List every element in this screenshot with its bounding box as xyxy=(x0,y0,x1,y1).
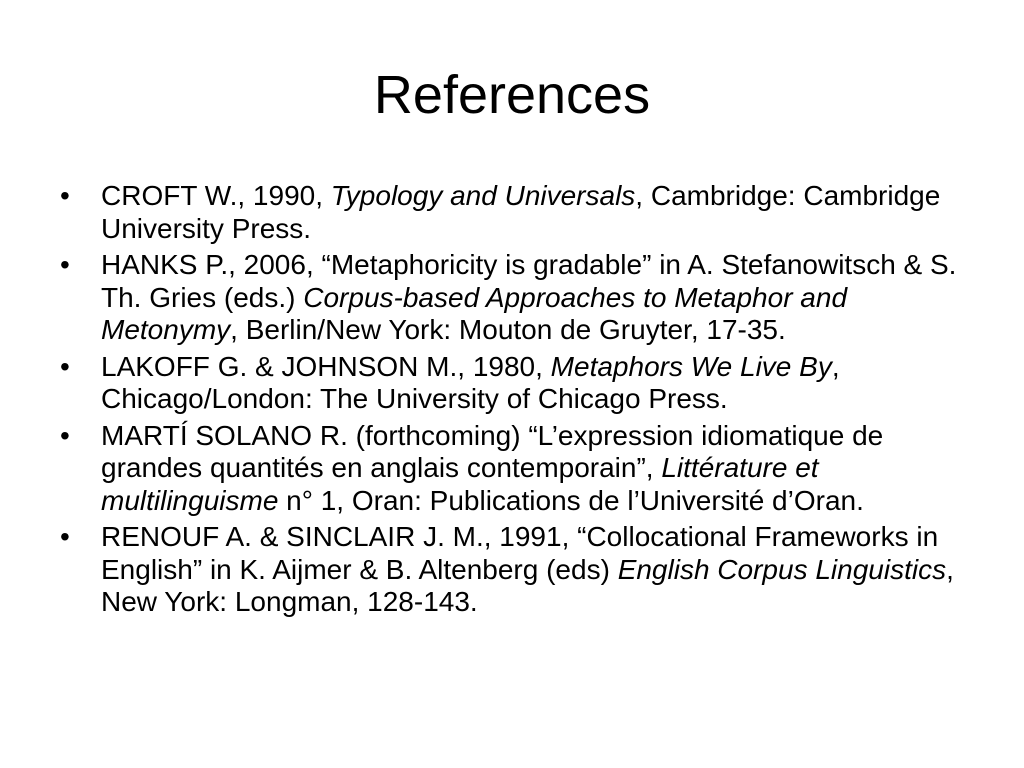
bullet-icon: • xyxy=(60,249,70,280)
reference-item xyxy=(60,521,970,619)
bullet-icon: • xyxy=(60,419,70,451)
reference-text-start: RENOUF A. & SINCLAIR J. M., 1991, “Collocational Frameworks in English” in K. Aijmer & B. Altenberg (eds) xyxy=(101,521,939,585)
reference-text-end: , New York: Longman, 128-143. xyxy=(101,553,954,617)
reference-text-end: , Berlin/New York: Mouton de Gruyter, 17-35. xyxy=(230,314,786,345)
reference-item xyxy=(60,180,970,245)
reference-text xyxy=(101,351,970,416)
reference-text-start: CROFT W., 1990, xyxy=(101,180,331,211)
reference-work-title: Typology and Universals xyxy=(330,180,636,211)
bullet-icon: • xyxy=(60,521,70,552)
reference-work-title: Corpus-based Approaches to Metaphor and Metonymy xyxy=(101,281,848,345)
reference-item xyxy=(60,249,970,347)
reference-work-title: Littérature et multilinguisme xyxy=(101,452,819,516)
reference-work-title: English Corpus Linguistics xyxy=(617,553,947,585)
reference-text xyxy=(101,521,970,619)
reference-text xyxy=(101,180,970,245)
reference-text-start: MARTÍ SOLANO R. (forthcoming) “L’expression idiomatique de grandes quantités en anglais contemporain”, xyxy=(101,419,884,483)
reference-text-end: n° 1, Oran: Publications de l’Université d’Oran. xyxy=(278,484,864,516)
reference-text xyxy=(101,249,970,347)
bullet-icon: • xyxy=(60,180,70,211)
reference-list xyxy=(60,180,970,623)
bullet-icon: • xyxy=(60,350,70,382)
reference-item xyxy=(60,351,970,416)
reference-text-end: , Cambridge: Cambridge University Press. xyxy=(101,180,941,244)
reference-work-title: Metaphors We Live By xyxy=(550,350,832,382)
reference-text-start: HANKS P., 2006, “Metaphoricity is gradable” in A. Stefanowitsch & S. Th. Gries (eds.) xyxy=(101,249,957,313)
reference-item xyxy=(60,420,970,518)
reference-text-end: , Chicago/London: The University of Chicago Press. xyxy=(101,350,840,414)
reference-text xyxy=(101,420,970,518)
reference-text-start: LAKOFF G. & JOHNSON M., 1980, xyxy=(101,350,551,382)
slide-title: References xyxy=(373,65,651,125)
